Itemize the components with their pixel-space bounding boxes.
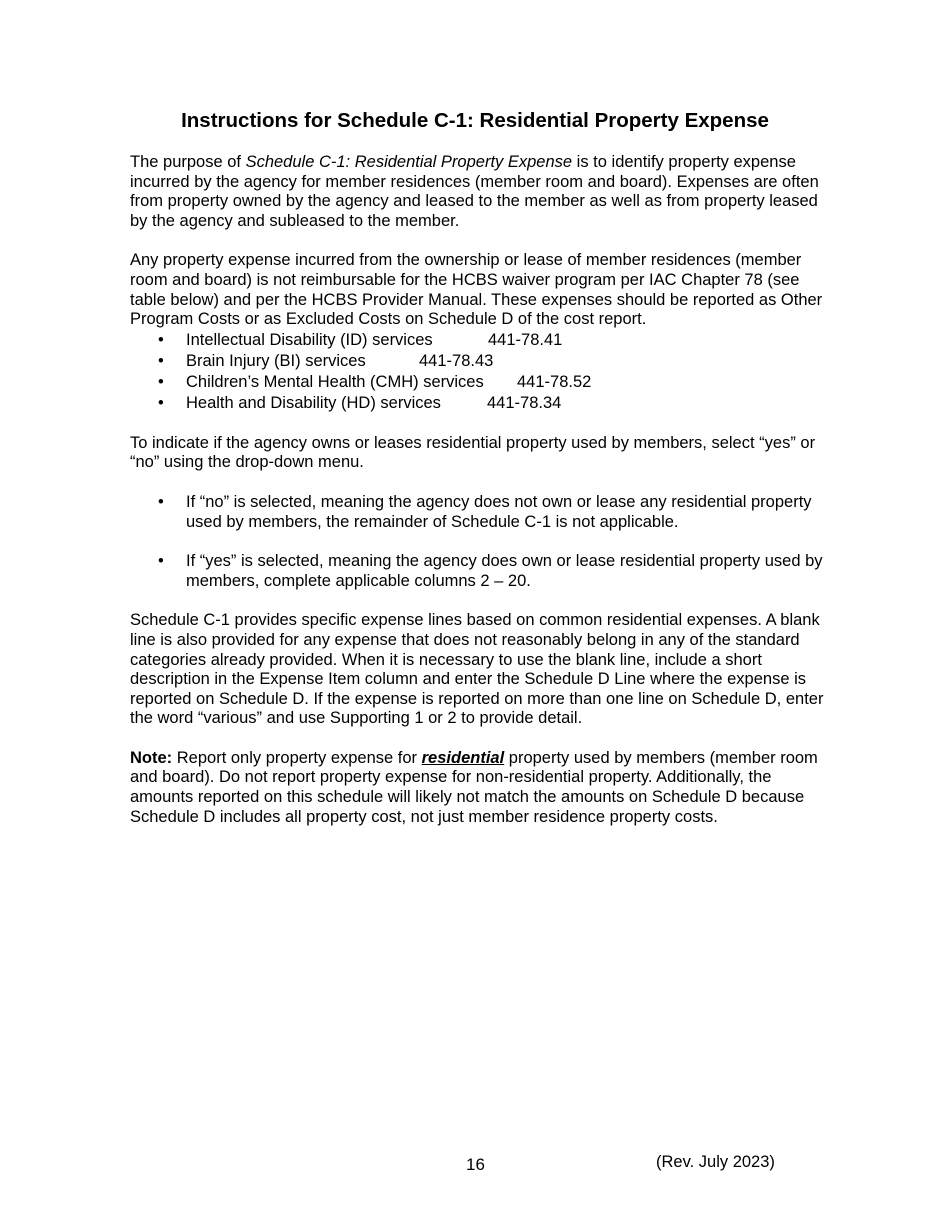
content-body (130, 153, 830, 827)
bullet-icon: • (158, 330, 164, 349)
purpose-suffix: is to identify property expense incurred by the agency for member residences (member room and board). Expenses are often from property owned by the agency and leased to the member as well as from property leased by the agency and subleased to the member. (130, 153, 819, 230)
service-label: Intellectual Disability (ID) services (186, 330, 433, 349)
dropdown-instruction-paragraph: To indicate if the agency owns or leases residential property used by members, select “yes” or “no” using the drop-down menu. (130, 433, 816, 472)
bullet-icon: • (158, 393, 164, 412)
spacer (130, 414, 830, 434)
residential-emphasis: residential (421, 748, 505, 767)
service-label: Children’s Mental Health (CMH) services (186, 372, 484, 391)
purpose-prefix: The purpose of (130, 153, 246, 171)
spacer (130, 473, 830, 493)
spacer (130, 591, 830, 611)
service-code: 441-78.34 (487, 393, 562, 412)
note-before: Report only property expense for (172, 748, 422, 767)
service-label: Health and Disability (HD) services (186, 393, 441, 412)
page-number: 16 (466, 1155, 485, 1174)
revision-date: (Rev. July 2023) (656, 1153, 775, 1171)
note-after: property used by members (member room and board). Do not report property expense for non-residential property. Additionally, the amounts reported on this schedule will likely not match the amounts on Schedule D because Schedule D includes all property cost, not just member residence property costs. (130, 748, 818, 826)
option-yes-text: If “yes” is selected, meaning the agency does own or lease residential property used by members, complete applicable columns 2 – 20. (186, 552, 823, 590)
service-code: 441-78.43 (419, 351, 494, 370)
service-code: 441-78.41 (488, 330, 563, 349)
service-code-list (130, 330, 830, 414)
schedule-name: Schedule C-1: Residential Property Expense (245, 153, 573, 171)
service-code-item (130, 351, 830, 372)
service-code-item (130, 372, 830, 393)
bullet-icon: • (158, 372, 164, 391)
note-label: Note: (130, 748, 173, 767)
spacer (130, 729, 830, 749)
service-code-item (130, 330, 830, 351)
option-no-item (130, 493, 830, 532)
purpose-paragraph (130, 153, 830, 231)
note-paragraph (130, 749, 830, 827)
page-title: Instructions for Schedule C-1: Residential Property Expense (181, 109, 769, 132)
bullet-icon: • (158, 552, 164, 571)
expense-lines-paragraph: Schedule C-1 provides specific expense lines based on common residential expenses. A blank line is also provided for any expense that does not reasonably belong in any of the standard categories already provided. When it is necessary to use the blank line, include a short description in the Expense Item column and enter the Schedule D Line where the expense is reported on Schedule D. If the expense is reported on more than one line on Schedule D, enter the word “various” and use Supporting 1 or 2 to provide detail. (130, 611, 824, 728)
bullet-icon: • (158, 492, 164, 511)
spacer (130, 231, 830, 251)
option-yes-item (130, 552, 830, 591)
reimbursement-paragraph: Any property expense incurred from the ownership or lease of member residences (member room and board) is not reimbursable for the HCBS waiver program per IAC Chapter 78 (see table below) and per the HCBS Provider Manual. These expenses should be reported as Other Program Costs or as Excluded Costs on Schedule D of the cost report. (130, 251, 823, 329)
service-code: 441-78.52 (517, 372, 592, 391)
option-list (130, 493, 830, 591)
service-label: Brain Injury (BI) services (186, 351, 366, 370)
option-no-text: If “no” is selected, meaning the agency does not own or lease any residential property used by members, the remainder of Schedule C-1 is not applicable. (186, 492, 812, 531)
service-code-item (130, 393, 830, 414)
bullet-icon: • (158, 351, 164, 370)
